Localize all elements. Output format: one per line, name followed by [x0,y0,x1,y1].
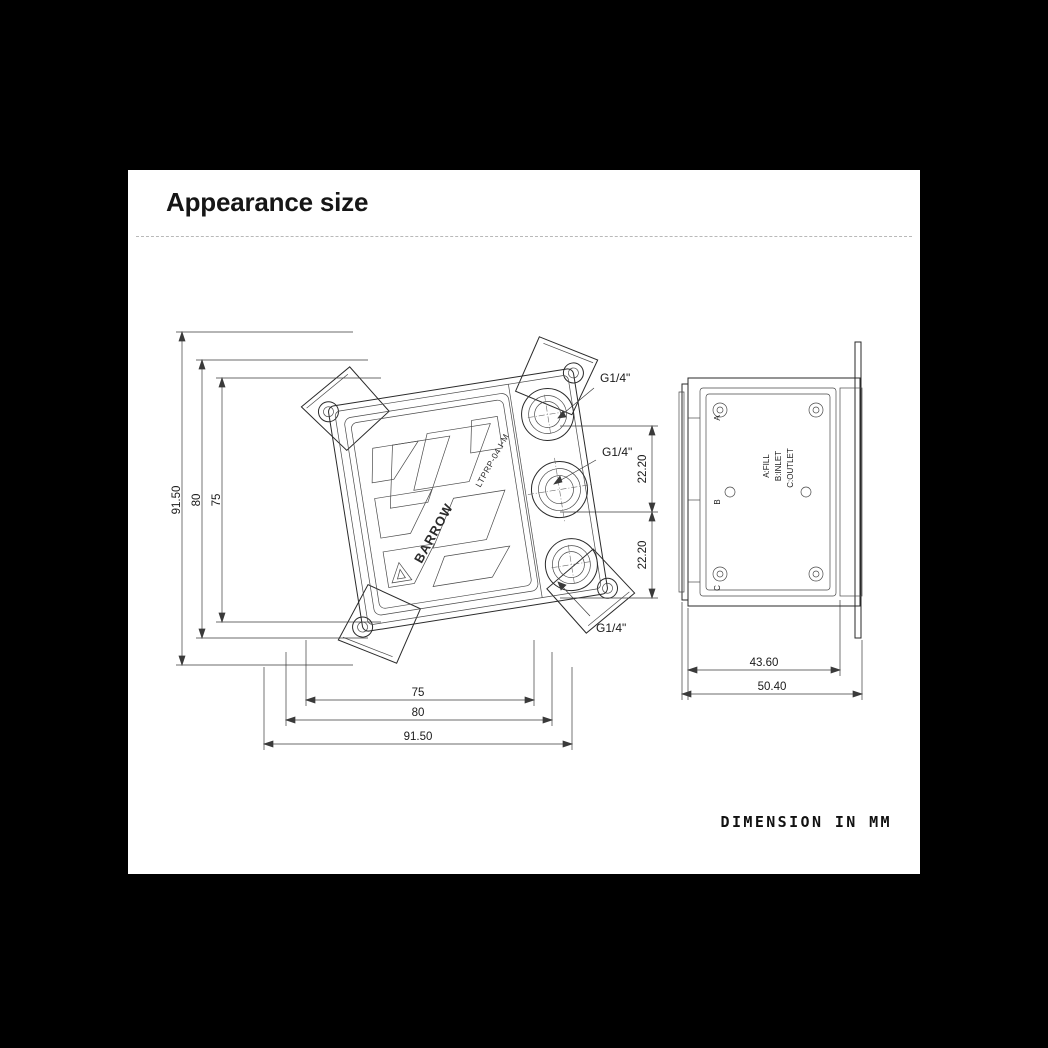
side-port-mark-b: B [713,499,722,505]
port-callout-bottom: G1/4" [596,621,627,635]
drawing-sheet [128,170,920,874]
dim-depth-5040: 50.40 [757,681,787,693]
dim-port-spacing-upper: 22.20 [637,454,649,484]
model-label: LTPRP-04 I-M [473,431,511,489]
dim-height-80: 80 [191,493,203,507]
legend-inlet: B:INLET [774,450,783,482]
port-callout-top: G1/4" [600,371,631,385]
page-title: Appearance size [166,187,369,217]
dim-width-80: 80 [411,707,425,719]
side-port-mark-c: C [713,585,722,591]
dim-height-9150: 91.50 [171,485,183,515]
dim-width-9150: 91.50 [403,731,433,743]
side-view-group [679,342,862,700]
dim-width-75: 75 [411,687,425,699]
brand-label: BARROW [410,500,457,566]
dim-depth-4360: 43.60 [749,657,779,669]
port-callout-middle: G1/4" [602,445,633,459]
side-port-mark-a: A [713,415,722,421]
top-view-group [171,328,658,750]
legend-fill: A:FILL [762,454,771,478]
dim-height-75: 75 [211,493,223,507]
dimension-units-note: DIMENSION IN MM [720,813,892,831]
dim-port-spacing-lower: 22.20 [637,540,649,570]
technical-drawing-canvas [128,170,920,874]
legend-outlet: C:OUTLET [786,448,795,488]
